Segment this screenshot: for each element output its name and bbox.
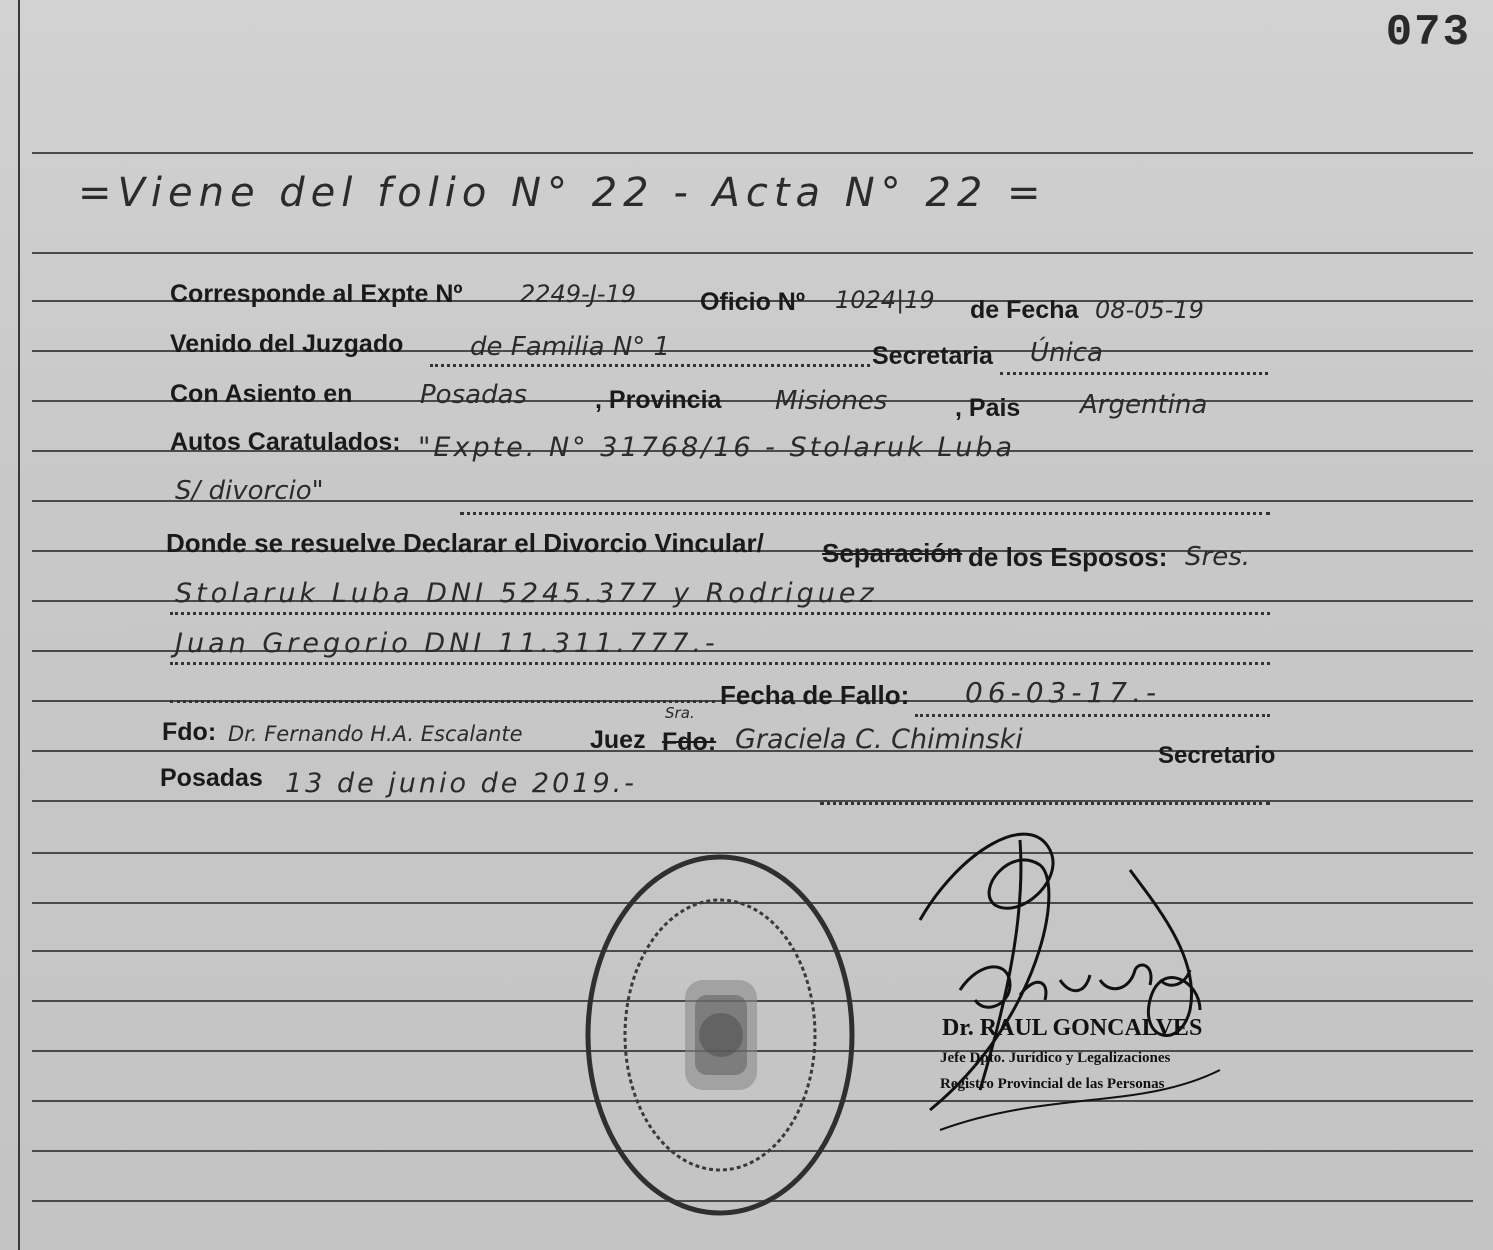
fill-line [915,714,1270,717]
fdo-struck: Fdo: [662,728,717,756]
header-note: =Viene del folio N° 22 - Acta N° 22 = [78,170,1047,216]
esposos-label: de los Esposos: [968,542,1168,572]
signature-block [900,810,1260,1140]
official-name: Dr. RAUL GONCALVES [942,1015,1203,1041]
oficio-label: Oficio Nº [700,288,805,316]
official-title: Jefe Dpto. Jurídico y Legalizaciones [940,1050,1171,1066]
asiento-value: Posadas [420,380,528,410]
esposos-value: Sres. [1185,542,1250,572]
asiento-label: Con Asiento en [170,380,353,408]
secretaria-label: Secretaria [872,342,993,370]
juzgado-label: Venido del Juzgado [170,330,404,358]
fill-line [1000,372,1268,375]
seal-graphic [580,850,860,1220]
pais-value: Argentina [1080,390,1208,420]
provincia-value: Misiones [775,386,888,416]
fecha-value: 08-05-19 [1095,296,1204,324]
ruled-line [32,252,1473,254]
autos-value: "Expte. N° 31768/16 - Stolaruk Luba [418,432,1016,463]
secretario-label: Secretario [1158,742,1276,769]
judge-name: Dr. Fernando H.A. Escalante [228,722,523,746]
fill-line [170,700,715,703]
fallo-value: 06-03-17.- [965,676,1162,709]
fill-line [430,364,870,367]
secretaria-value: Única [1030,338,1103,368]
expediente-value: 2249-J-19 [520,280,637,308]
oficio-value: 1024|19 [835,286,935,314]
juez-label: Juez [590,726,646,754]
place-date-value: 13 de junio de 2019.- [285,768,637,799]
fill-line [170,662,1270,665]
margin-line [18,0,20,1250]
official-seal [580,850,860,1220]
sra-note: Sra. [665,704,695,722]
provincia-label: , Provincia [595,386,722,414]
ruled-line [32,152,1473,154]
fallo-label: Fecha de Fallo: [720,680,910,710]
fill-line [460,512,1270,515]
fecha-label: de Fecha [970,296,1079,324]
official-institution: Registro Provincial de las Personas [940,1076,1165,1092]
pais-label: , Pais [955,394,1021,422]
autos-value-cont: S/ divorcio" [175,476,324,506]
expediente-label: Corresponde al Expte Nº [170,280,463,308]
divorcio-label: Donde se resuelve Declarar el Divorcio Vincular/ [166,528,764,558]
fill-line [820,802,1270,805]
folio-number: 073 [1385,8,1471,58]
spouses-line-1: Stolaruk Luba DNI 5245.377 y Rodriguez [175,578,878,609]
separacion-struck: Separación [822,538,963,568]
fdo-label: Fdo: [162,718,217,746]
place-label: Posadas [160,764,263,792]
fill-line [170,612,1270,615]
spouses-line-2: Juan Gregorio DNI 11.311.777.- [175,628,719,659]
secretary-name: Graciela C. Chiminski [735,724,1023,755]
juzgado-value: de Familia N° 1 [470,332,671,362]
autos-label: Autos Caratulados: [170,428,401,456]
